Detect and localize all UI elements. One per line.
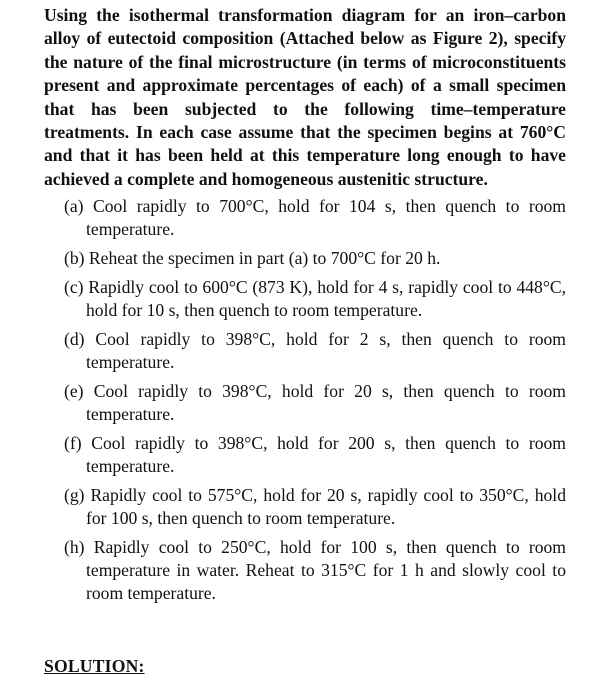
item-letter: (b) (64, 248, 85, 269)
item-letter: (f) (64, 433, 82, 454)
item-letter: (h) (64, 537, 85, 558)
treatment-item-g (64, 484, 566, 530)
treatment-item-b (64, 247, 566, 270)
problem-intro: Using the isothermal transformation diagram for an iron–carbon alloy of eutectoid composition (Attached below as Figure 2), specify the nature of the final microstructure (in terms of microconstituents present and approximate percentages of each) of a small specimen that has been subjected to the following time–temperature treatments. In each case assume that the specimen begins at 760°C and that it has been held at this temperature long enough to have achieved a complete and homogeneous austenitic structure. (44, 5, 566, 189)
problem-statement (44, 4, 566, 611)
item-letter: (c) (64, 277, 84, 298)
treatment-item-a (64, 195, 566, 241)
treatment-item-f (64, 432, 566, 478)
item-letter: (a) (64, 196, 84, 217)
treatment-list (44, 195, 566, 605)
treatment-item-h (64, 536, 566, 605)
treatment-item-d (64, 328, 566, 374)
item-text: Rapidly cool to 250°C, hold for 100 s, then quench to room temperature in water. Reheat to 315°C for 1 h and slowly cool to room temperature. (86, 537, 566, 604)
item-text: Rapidly cool to 575°C, hold for 20 s, rapidly cool to 350°C, hold for 100 s, then quench to room temperature. (86, 485, 566, 529)
solution-heading: SOLUTION: (44, 656, 145, 676)
item-text: Cool rapidly to 398°C, hold for 2 s, then quench to room temperature. (86, 329, 566, 373)
treatment-item-e (64, 380, 566, 426)
item-text: Rapidly cool to 600°C (873 K), hold for 4 s, rapidly cool to 448°C, hold for 10 s, then quench to room temperature. (86, 277, 566, 321)
item-text: Reheat the specimen in part (a) to 700°C for 20 h. (88, 248, 441, 269)
item-text: Cool rapidly to 700°C, hold for 104 s, then quench to room temperature. (86, 196, 566, 240)
item-letter: (g) (64, 485, 85, 506)
item-letter: (d) (64, 329, 85, 350)
item-letter: (e) (64, 381, 84, 402)
item-text: Cool rapidly to 398°C, hold for 200 s, then quench to room temperature. (86, 433, 566, 477)
treatment-item-c (64, 276, 566, 322)
item-text: Cool rapidly to 398°C, hold for 20 s, then quench to room temperature. (86, 381, 566, 425)
